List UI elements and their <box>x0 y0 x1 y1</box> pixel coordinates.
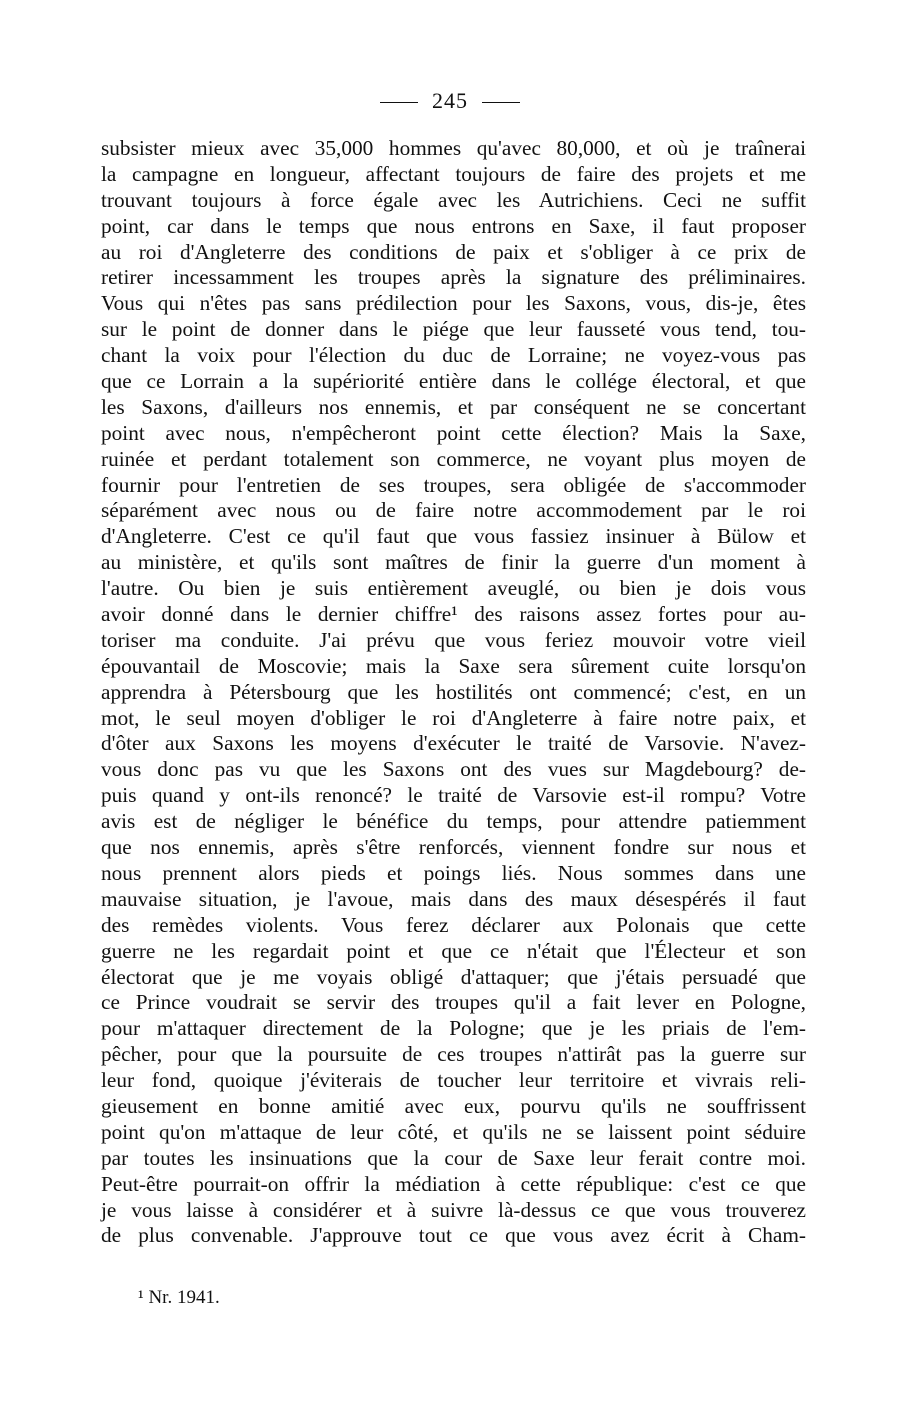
text-line: par toutes les insinuations que la cour de Saxe leur ferait contre moi. <box>101 1145 806 1170</box>
text-line: séparément avec nous ou de faire notre accommodement par le roi <box>101 498 806 523</box>
text-line: je vous laisse à considérer et à suivre là-dessus ce que vous trouverez <box>101 1197 806 1222</box>
text-line: avoir donné dans le dernier chiffre¹ des raisons assez fortes pour au- <box>101 602 806 627</box>
text-line: sur le point de donner dans le piége que leur fausseté vous tend, tou- <box>101 317 806 342</box>
header-dash-left <box>380 102 418 103</box>
text-line: puis quand y ont-ils renoncé? le traité de Varsovie est-il rompu? Votre <box>101 783 806 808</box>
text-line: trouvant toujours à force égale avec les Autrichiens. Ceci ne suffit <box>101 187 806 212</box>
text-line: subsister mieux avec 35,000 hommes qu'avec 80,000, et où je traînerai <box>101 136 806 160</box>
text-line: l'autre. Ou bien je suis entièrement aveuglé, ou bien je dois vous <box>101 576 806 601</box>
text-line: des remèdes violents. Vous ferez déclarer aux Polonais que cette <box>101 912 806 937</box>
text-line: pour m'attaquer directement de la Pologne; que je les priais de l'em- <box>101 1016 806 1041</box>
text-line: que nos ennemis, après s'être renforcés, viennent fondre sur nous et <box>101 835 806 860</box>
page-header <box>0 88 900 114</box>
text-line: toriser ma conduite. J'ai prévu que vous feriez mouvoir votre vieil <box>101 627 806 652</box>
text-line: électorat que je me voyais obligé d'attaquer; que j'étais persuadé que <box>101 964 806 989</box>
footnote: ¹ Nr. 1941. <box>138 1287 220 1308</box>
text-line: que ce Lorrain a la supériorité entière dans le collége électoral, et que <box>101 369 806 394</box>
text-line: point qu'on m'attaque de leur côté, et qu'ils ne se laissent point séduire <box>101 1119 806 1144</box>
text-line: au roi d'Angleterre des conditions de paix et s'obliger à ce prix de <box>101 239 806 264</box>
text-line: mauvaise situation, je l'avoue, mais dans des maux désespérés il faut <box>101 886 806 911</box>
text-line: point, car dans le temps que nous entrons en Saxe, il faut proposer <box>101 213 806 238</box>
text-line: pêcher, pour que la poursuite de ces troupes n'attirât pas la guerre sur <box>101 1042 806 1067</box>
text-line: nous prennent alors pieds et poings liés. Nous sommes dans une <box>101 860 806 885</box>
text-line: apprendra à Pétersbourg que les hostilités ont commencé; c'est, en un <box>101 679 806 704</box>
text-line: d'Angleterre. C'est ce qu'il faut que vous fassiez insinuer à Bülow et <box>101 524 806 549</box>
text-line: Peut-être pourrait-on offrir la médiation à cette république: c'est ce que <box>101 1171 806 1196</box>
text-line: ce Prince voudrait se servir des troupes qu'il a fait lever en Pologne, <box>101 990 806 1015</box>
text-line: fournir pour l'entretien de ses troupes, sera obligée de s'accommoder <box>101 472 806 497</box>
header-dash-right <box>482 102 520 103</box>
text-line: Vous qui n'êtes pas sans prédilection pour les Saxons, vous, dis-je, êtes <box>101 291 806 316</box>
text-line: d'ôter aux Saxons les moyens d'exécuter le traité de Varsovie. N'avez- <box>101 731 806 756</box>
text-line: guerre ne les regardait point et que ce n'était que l'Électeur et son <box>101 938 806 963</box>
text-line: vous donc pas vu que les Saxons ont des vues sur Magdebourg? de- <box>101 757 806 782</box>
text-line: chant la voix pour l'élection du duc de Lorraine; ne voyez-vous pas <box>101 343 806 368</box>
text-line: retirer incessamment les troupes après la signature des préliminaires. <box>101 265 806 290</box>
text-line: gieusement en bonne amitié avec eux, pourvu qu'ils ne souffrissent <box>101 1093 806 1118</box>
text-line: au ministère, et qu'ils sont maîtres de finir la guerre d'un moment à <box>101 550 806 575</box>
text-line: ruinée et perdant totalement son commerce, ne voyant plus moyen de <box>101 446 806 471</box>
text-line: de plus convenable. J'approuve tout ce que vous avez écrit à Cham- <box>101 1223 806 1248</box>
text-line: point avec nous, n'empêcheront point cette élection? Mais la Saxe, <box>101 420 806 445</box>
page-number: 245 <box>432 88 468 113</box>
text-line: leur fond, quoique j'éviterais de toucher leur territoire et vivrais reli- <box>101 1068 806 1093</box>
text-line: la campagne en longueur, affectant toujours de faire des projets et me <box>101 161 806 186</box>
text-line: les Saxons, d'ailleurs nos ennemis, et par conséquent ne se concertant <box>101 394 806 419</box>
text-line: épouvantail de Moscovie; mais la Saxe sera sûrement cuite lorsqu'on <box>101 653 806 678</box>
text-line: avis est de négliger le bénéfice du temps, pour attendre patiemment <box>101 809 806 834</box>
body-text <box>101 136 806 1249</box>
text-line: mot, le seul moyen d'obliger le roi d'Angleterre à faire notre paix, et <box>101 705 806 730</box>
